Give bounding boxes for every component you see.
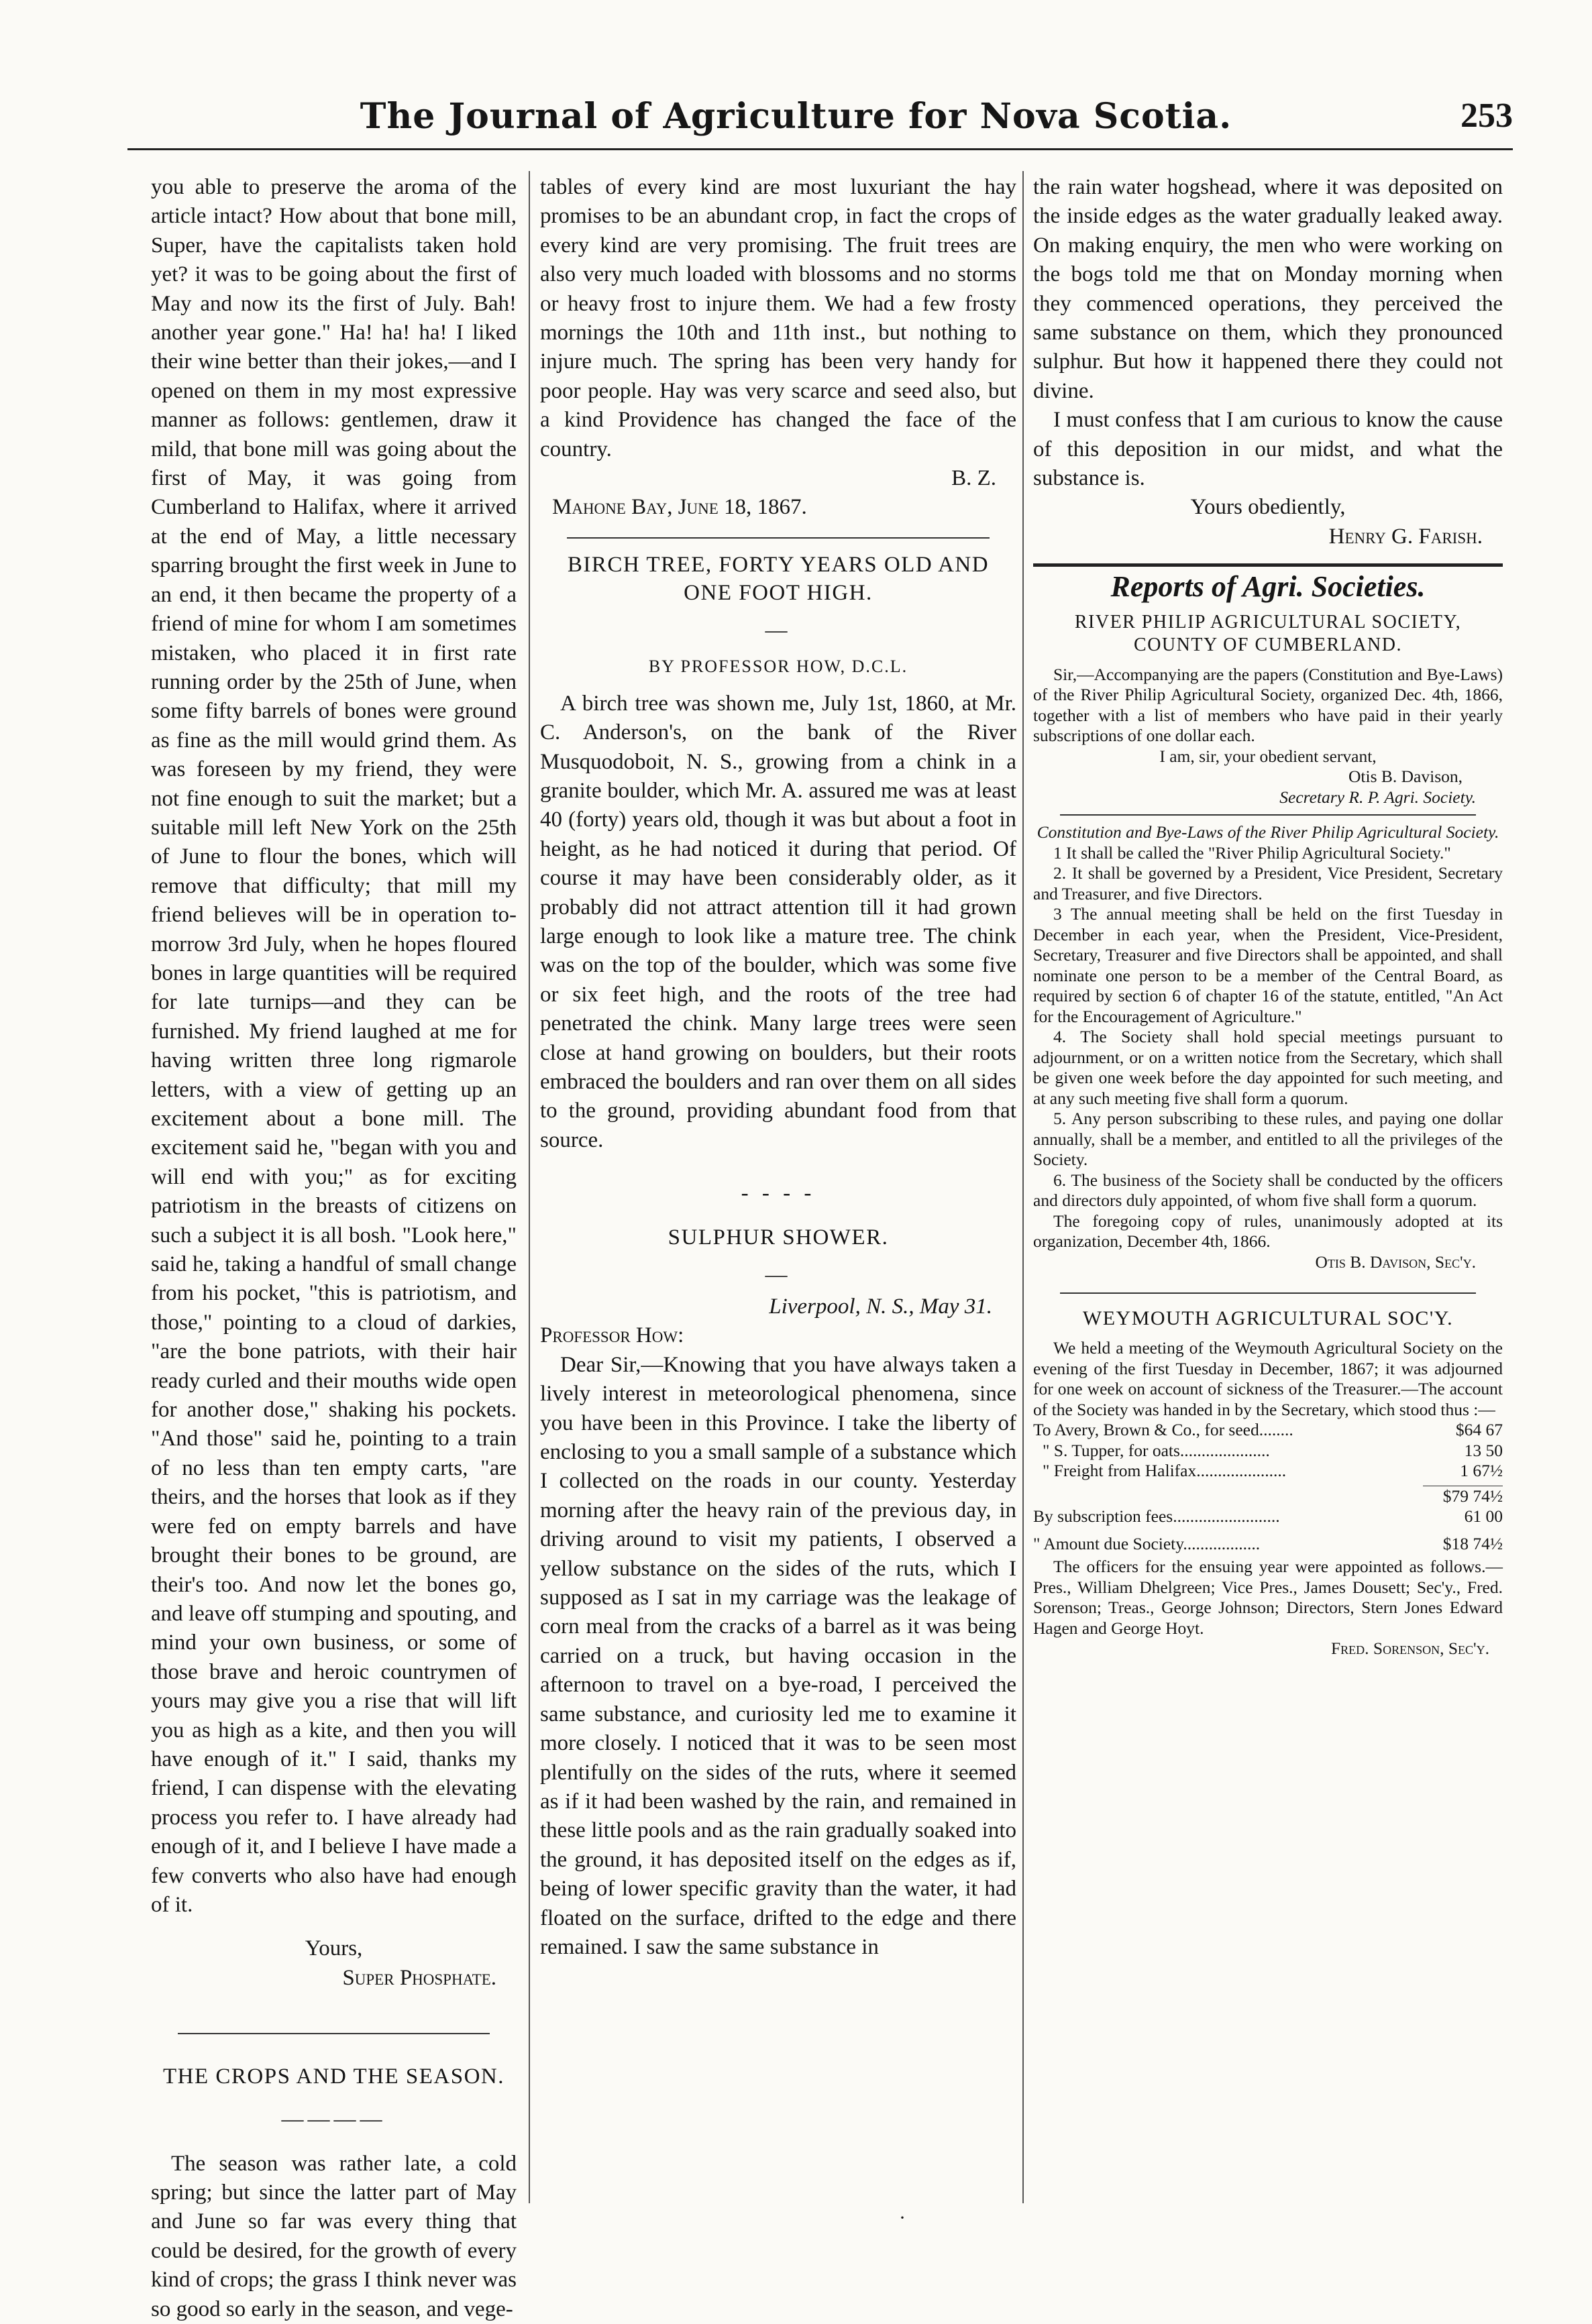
- article-title: BIRCH TREE, FORTY YEARS OLD AND ONE FOOT HIGH.: [567, 552, 990, 605]
- section-rule: [567, 537, 990, 539]
- title-dash: —: [765, 1262, 792, 1287]
- article-paragraph: The season was rather late, a cold spring; but since the latter part of May and June so far was every thing that could be desired, for the growth of every kind of crops; the grass I think never was so good so early in the season, and vege-: [151, 2151, 517, 2321]
- column-divider: [1022, 171, 1024, 2203]
- rule-item: 4. The Society shall hold special meetings pursuant to adjournment, or on a written notice from the Secretary, which shall be given one week before the day appointed for such meeting, and at any such meeting five shall form a quorum.: [1033, 1027, 1503, 1108]
- page-header: [0, 91, 1592, 164]
- footer-mark: ·: [899, 2207, 906, 2229]
- account-amount: $79 74½: [1423, 1486, 1503, 1507]
- header-rule: [127, 148, 1513, 150]
- section-rule: [1060, 1292, 1476, 1294]
- section-rule: [1033, 563, 1503, 567]
- section-rule: [178, 2033, 490, 2034]
- article-paragraph: the rain water hogshead, where it was deposited on the inside edges as the water gradually leaked away. On making enquiry, the men who were working on the bogs told me that on Monday morning when they commenced operations, they perceived the same substance on them, which they pronounced sulphur. But how it happened there they could not divine.: [1033, 175, 1503, 403]
- account-label: " S. Tupper, for oats.....................: [1043, 1440, 1270, 1460]
- column-1: [151, 173, 517, 2324]
- letter-salutation: Professor How:: [540, 1323, 684, 1348]
- article-paragraph: Dear Sir,—Knowing that you have always taken a lively interest in meteorological phenomena, since you have been in this Province. I take the liberty of enclosing to you a small sample of a substance which I collected on the roads in our county. Yesterday morning after the heavy rain of the previous day, in driving around to visit my patients, I observed a yellow substance on the sides of the ruts, which I supposed as I sat in my carriage was the leakage of corn meal from the cracks of a barrel as it was being carried on a truck, but having occasion in the afternoon to travel on a bye-road, I perceived the same substance, and curiosity led me to examine it more closely. I noticed that it was to be seen most plentifully on the sides of the ruts, where it seemed as if it had been washed by the rain, and remained in these little pools and as the rain gradually soaked into the ground, it has deposited itself on the edges as if, being of lower specific gravity than the water, it had floated on the surface, drifted to the edge and there remained. I saw the same substance in: [540, 1352, 1016, 1959]
- section-rule: [1060, 814, 1476, 816]
- officers-paragraph: The officers for the ensuing year were appointed as follows.—Pres., William Dhelgreen; Vice Pres., James Dousett; Sec'y., Fred. Sorenson; Treas., George Johnson; Directors, Stern Jones Edward Hagen and George Hoyt.: [1033, 1557, 1503, 1638]
- account-label: " Freight from Halifax.....................: [1043, 1461, 1287, 1481]
- account-label: To Avery, Brown & Co., for seed........: [1033, 1420, 1293, 1440]
- article-paragraph: tables of every kind are most luxuriant the hay promises to be an abundant crop, in fact the crops of every kind are very promising. The fruit trees are also very much loaded with blossoms and no storms or heavy frost to injure them. We had a few frosty mornings the 10th and 11th inst., but nothing to injure much. The spring has been very handy for poor people. Hay was very scarce and seed also, but a kind Providence has changed the face of the country.: [540, 175, 1016, 461]
- account-row: [1033, 1420, 1503, 1441]
- constitution-title: Constitution and Bye-Laws of the River Philip Agricultural Society.: [1037, 822, 1499, 842]
- letter-signature: Otis B. Davison, Sec'y.: [1315, 1252, 1476, 1272]
- account-row: [1033, 1441, 1503, 1461]
- weymouth-report: [1033, 1338, 1503, 1659]
- article-byline: BY PROFESSOR HOW, D.C.L.: [648, 657, 908, 677]
- report-letter: Sir,—Accompanying are the papers (Constitution and Bye-Laws) of the River Philip Agricultural Society, organized Dec. 4th, 1866, together with a list of members who have paid in their yearly subscriptions of one dollar each.: [1033, 664, 1503, 746]
- article-paragraph: A birch tree was shown me, July 1st, 1860, at Mr. C. Anderson's, on the bank of the River Musquodoboit, N. S., growing from a chink in a granite boulder, which Mr. A. assured me was at least 40 (forty) years old, though it was but about a foot in height, as he had noticed it during that period. Of course it may have been considerably older, as it probably did not attract attention till it had grown large enough to look like a mature tree. The chink was on the top of the boulder, which was some five or six feet high, and the roots of the tree had penetrated the chink. Many large trees were seen close at hand growing on boulders, but their roots embraced the boulders and ran over them on all sides to the ground, providing abundant food from that source.: [540, 691, 1016, 1152]
- letter-closing: Yours obediently,: [1190, 495, 1346, 520]
- letter-signature: Otis B. Davison,: [1348, 767, 1463, 787]
- account-amount: $64 67: [1455, 1420, 1503, 1440]
- account-row: [1033, 1506, 1503, 1527]
- account-amount: 61 00: [1464, 1506, 1503, 1527]
- article-initials: B. Z.: [951, 466, 996, 491]
- letter-signature: Henry G. Farish.: [1328, 524, 1483, 549]
- account-total: [1033, 1486, 1503, 1507]
- running-title: The Journal of Agriculture for Nova Scotia.: [360, 96, 1232, 137]
- rule-item: 2. It shall be governed by a President, Vice President, Secretary and Treasurer, and five Directors.: [1033, 863, 1503, 903]
- article-title: SULPHUR SHOWER.: [668, 1225, 889, 1250]
- article-title: THE CROPS AND THE SEASON.: [162, 2064, 505, 2089]
- section-heading: Reports of Agri. Societies.: [1110, 570, 1426, 604]
- signature-title: Secretary R. P. Agri. Society.: [1279, 787, 1476, 807]
- article-title: RIVER PHILIP AGRICULTURAL SOCIETY, COUNTY OF CUMBERLAND.: [1074, 611, 1462, 655]
- column-2: [540, 173, 1016, 1962]
- account-row: [1033, 1461, 1503, 1482]
- article-title: WEYMOUTH AGRICULTURAL SOC'Y.: [1082, 1307, 1454, 1330]
- account-row: [1033, 1534, 1503, 1555]
- adoption-note: The foregoing copy of rules, unanimously adopted at its organization, December 4th, 1866.: [1033, 1211, 1503, 1252]
- section-dash: - - - -: [741, 1181, 816, 1206]
- report-paragraph: We held a meeting of the Weymouth Agricultural Society on the evening of the first Tuesday in December, 1867; it was adjourned for one week on account of sickness of the Treasurer.—The account of the Society was handed in by the Secretary, which stood thus :—: [1033, 1338, 1503, 1419]
- page-number: 253: [1461, 97, 1513, 135]
- column-divider: [529, 171, 530, 2203]
- article-paragraph: you able to preserve the aroma of the article intact? How about that bone mill, Super, have the capitalists taken hold yet? it was to be going about the first of May and now its the first of July. Bah! another year gone." Ha! ha! ha! I liked their wine better than their jokes,—and I opened on them in my most expressive manner as follows: gentlemen, draw it mild, that bone mill was going about the first of May, it was going from Cumberland to Halifax, where it arrived at the end of May, a little necessary sparring brought the first week in June to an end, it then became the property of a friend of mine for whom I am sometimes mistaken, who placed it in first rate running order by the 25th of June, when some fifty barrels of bones were ground as fine as the mill would grind them. As was foreseen by my friend, they were not fine enough to suit the market; but a suitable mill left New York on the 25th of June to flour the bones, which will remove that difficulty; that mill my friend believes will be in operation to-morrow 3rd July, when he hopes floured bones in large quantities will be required for late turnips—and they can be furnished. My friend laughed at me for having written three long rigmarole letters, with a view of getting up an excitement about a bone mill. The excitement said he, "began with you and will end with you;" as for exciting patriotism in the breasts of citizens on such a subject it is all bosh. "Look here," said he, taking a handful of small change from his pocket, "this is patriotism, and those," pointing to a cloud of darkies, "are the bone patriots, with their hair ready curled and their mouths wide open for another dose," shaking his pockets. "And those" said he, pointing to a train of no less than ten empty carts, "are theirs, and the horses that look as if they were fed on empty barrels and have brought their bones to be ground, are their's too. And now let the bones go, and leave off stumping and spouting, and mind your own business, or some of those brave and heroic countrymen of yours may give you a rise that will lift you as high as a kite, and then you will have enough of it." I said, thanks my friend, I can dispense with the elevating process you refer to. I have already had enough of it, and I believe I have made a few converts who also have had enough of it.: [151, 175, 517, 1917]
- account-amount: $18 74½: [1442, 1533, 1503, 1553]
- title-dash: ————: [281, 2107, 386, 2132]
- rule-item: 1 It shall be called the "River Philip Agricultural Society.": [1053, 842, 1451, 863]
- title-dash: —: [765, 618, 792, 643]
- article-dateline: Liverpool, N. S., May 31.: [769, 1294, 992, 1319]
- rule-item: 5. Any person subscribing to these rules, and paying one dollar annually, shall be a member, and entitled to all the privileges of the Society.: [1033, 1109, 1503, 1170]
- account-label: " Amount due Society..................: [1033, 1533, 1261, 1553]
- letter-closing: I am, sir, your obedient servant,: [1159, 746, 1377, 766]
- column-3: [1033, 173, 1503, 1659]
- rule-item: 3 The annual meeting shall be held on the first Tuesday in December in each year, when the President, Vice-President, Secretary, Treasurer and five Directors shall be appointed, and shall nominate one person to be a member of the Central Board, as required by section 6 of chapter 16 of the statute, entitled, "An Act for the Encouragement of Agriculture.": [1033, 904, 1503, 1026]
- article-dateline: Mahone Bay, June 18, 1867.: [552, 495, 807, 520]
- article-paragraph: I must confess that I am curious to know the cause of this deposition in our midst, and what the substance is.: [1033, 408, 1503, 491]
- river-philip-report: [1033, 665, 1503, 1273]
- account-label: By subscription fees.........................: [1033, 1506, 1280, 1527]
- letter-signature: Fred. Sorenson, Sec'y.: [1330, 1639, 1489, 1659]
- rule-item: 6. The business of the Society shall be conducted by the officers and directors duly appointed, of whom five shall form a quorum.: [1033, 1170, 1503, 1211]
- account-amount: 13 50: [1464, 1440, 1503, 1460]
- letter-signature: Super Phosphate.: [342, 1965, 496, 1990]
- letter-closing: Yours,: [305, 1936, 363, 1961]
- account-amount: 1 67½: [1460, 1461, 1503, 1481]
